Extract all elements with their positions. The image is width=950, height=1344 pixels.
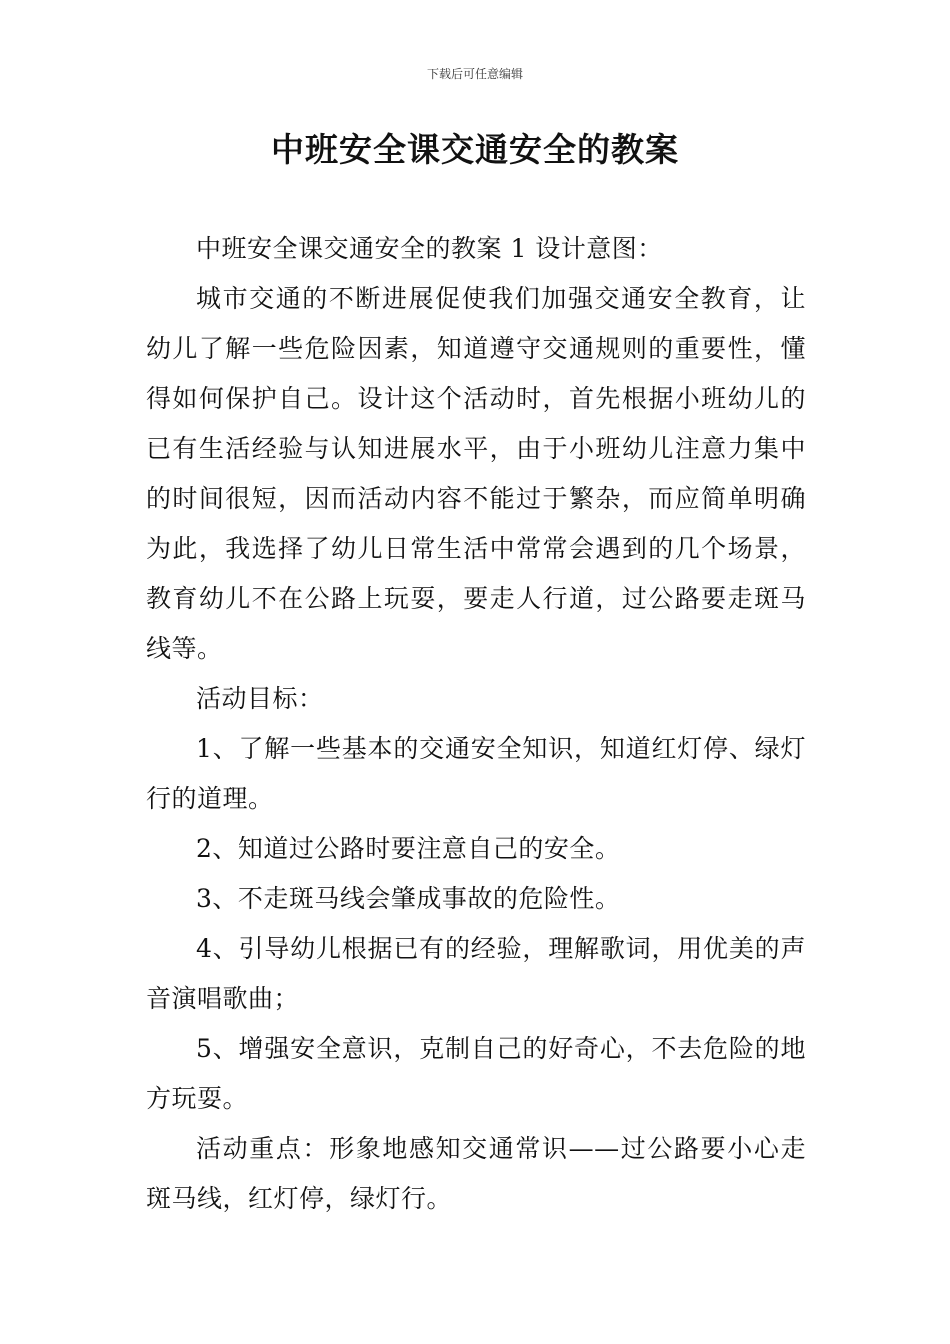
paragraph-key-points: 活动重点：形象地感知交通常识——过公路要小心走斑马线，红灯停，绿灯行。 xyxy=(146,1134,806,1213)
paragraph-goal-3: 3、不走斑马线会肇成事故的危险性。 xyxy=(196,884,621,913)
paragraph-goal-4: 4、引导幼儿根据已有的经验，理解歌词，用优美的声音演唱歌曲； xyxy=(146,934,806,1013)
paragraph-design-intent-heading: 中班安全课交通安全的教案 1 设计意图： xyxy=(196,234,663,263)
paragraph-goals-heading: 活动目标： xyxy=(196,684,324,713)
paragraph-goal-1: 1、了解一些基本的交通安全知识，知道红灯停、绿灯行的道理。 xyxy=(146,734,806,813)
paragraph-goal-2: 2、知道过公路时要注意自己的安全。 xyxy=(196,834,621,863)
header-note: 下载后可任意编辑 xyxy=(426,67,523,81)
paragraph-goal-5: 5、增强安全意识，克制自己的好奇心，不去危险的地方玩耍。 xyxy=(146,1034,806,1113)
document-title: 中班安全课交通安全的教案 xyxy=(271,130,679,169)
document-body xyxy=(146,224,806,1224)
paragraph-design-intent: 城市交通的不断进展促使我们加强交通安全教育，让幼儿了解一些危险因素，知道遵守交通规则的重要性，懂得如何保护自己。设计这个活动时，首先根据小班幼儿的已有生活经验与认知进展水平，由于小班幼儿注意力集中的时间很短，因而活动内容不能过于繁杂，而应简单明确为此，我选择了幼儿日常生活中常常会遇到的几个场景，教育幼儿不在公路上玩耍，要走人行道，过公路要走斑马线等。 xyxy=(146,284,806,663)
